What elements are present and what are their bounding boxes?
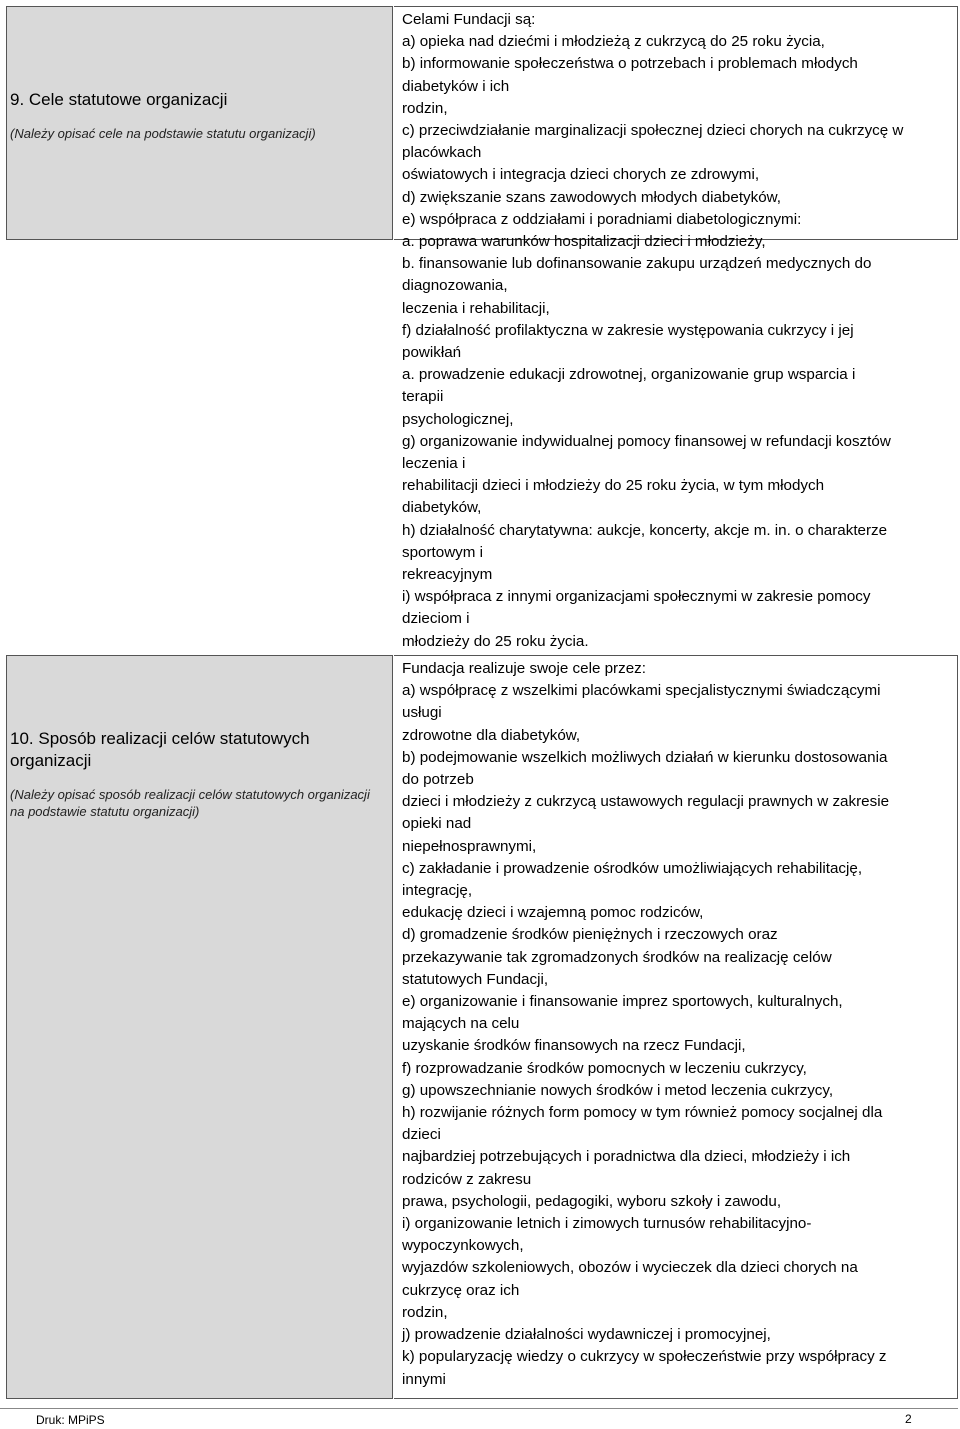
content-line: i) organizowanie letnich i zimowych turnusów rehabilitacyjno- — [402, 1215, 812, 1233]
content-line: opieki nad — [402, 815, 472, 833]
content-line: leczenia i — [402, 455, 466, 473]
content-line: b) informowanie społeczeństwa o potrzebach i problemach młodych — [402, 55, 858, 73]
content-line: d) zwiększanie szans zawodowych młodych diabetyków, — [402, 188, 782, 206]
content-line: d) gromadzenie środków pieniężnych i rzeczowych oraz — [402, 926, 778, 944]
content-line: wyjazdów szkoleniowych, obozów i wycieczek dla dzieci chorych na — [402, 1259, 858, 1277]
content-line: cukrzycę oraz ich — [402, 1281, 520, 1299]
content-line: c) przeciwdziałanie marginalizacji społecznej dzieci chorych na cukrzycę w — [402, 122, 904, 140]
section-9-label — [10, 89, 386, 142]
section-10-row — [0, 655, 958, 1399]
section-10-label — [10, 728, 386, 820]
content-line: integrację, — [402, 882, 473, 900]
content-line: psychologicznej, — [402, 410, 514, 428]
content-line: uzyskanie środków finansowych na rzecz Fundacji, — [402, 1037, 746, 1055]
content-line: diabetyków i ich — [402, 77, 510, 95]
content-line: placówkach — [402, 144, 482, 162]
content-line: a) opieka nad dziećmi i młodzieżą z cukrzycą do 25 roku życia, — [402, 33, 825, 51]
content-line: h) rozwijanie różnych form pomocy w tym również pomocy socjalnej dla — [402, 1104, 883, 1122]
content-line: innymi — [402, 1370, 446, 1388]
section-9-title: 9. Cele statutowe organizacji — [10, 90, 228, 109]
content-line: e) współpraca z oddziałami i poradniami diabetologicznymi: — [402, 210, 802, 228]
content-line: przekazywanie tak zgromadzonych środków na realizację celów — [402, 948, 832, 966]
content-line: j) prowadzenie działalności wydawniczej i promocyjnej, — [402, 1326, 771, 1344]
content-line: f) działalność profilaktyczna w zakresie występowania cukrzycy i jej — [402, 321, 854, 339]
section-9-row — [0, 6, 958, 650]
content-line: rehabilitacji dzieci i młodzieży do 25 roku życia, w tym młodych — [402, 477, 825, 495]
content-line: Celami Fundacji są: — [402, 11, 536, 28]
content-line: prawa, psychologii, pedagogiki, wyboru szkoły i zawodu, — [402, 1192, 782, 1210]
content-line: wypoczynkowych, — [402, 1237, 524, 1255]
content-line: rodzin, — [402, 1303, 448, 1321]
content-line: e) organizowanie i finansowanie imprez sportowych, kulturalnych, — [402, 993, 843, 1011]
page-number: 2 — [905, 1412, 912, 1426]
content-line: statutowych Fundacji, — [402, 970, 549, 988]
section-10-hint: (Należy opisać sposób realizacji celów statutowych organizacji na podstawie statutu organizacji) — [10, 787, 370, 819]
content-line: sportowym i — [402, 543, 484, 561]
content-line: terapii — [402, 388, 444, 406]
content-line: do potrzeb — [402, 771, 474, 789]
content-line: najbardziej potrzebujących i poradnictwa dla dzieci, młodzieży i ich — [402, 1148, 851, 1166]
section-9-label-cell — [6, 6, 393, 240]
content-line: g) organizowanie indywidualnej pomocy finansowej w refundacji kosztów — [402, 432, 891, 450]
content-line: g) upowszechnianie nowych środków i metod leczenia cukrzycy, — [402, 1081, 834, 1099]
content-line: a. prowadzenie edukacji zdrowotnej, organizowanie grup wsparcia i — [402, 366, 856, 384]
content-line: f) rozprowadzanie środków pomocnych w leczeniu cukrzycy, — [402, 1059, 807, 1077]
page-footer — [0, 1408, 958, 1428]
content-line: b. finansowanie lub dofinansowanie zakupu urządzeń medycznych do — [402, 255, 872, 273]
content-line: dzieciom i — [402, 610, 470, 628]
content-line: a) współpracę z wszelkimi placówkami specjalistycznymi świadczącymi — [402, 682, 881, 700]
section-9-hint: (Należy opisać cele na podstawie statutu organizacji) — [10, 126, 316, 141]
content-line: diagnozowania, — [402, 277, 508, 295]
content-line: rodzin, — [402, 99, 448, 117]
content-line: powikłań — [402, 344, 462, 362]
content-line: diabetyków, — [402, 499, 482, 517]
content-line: usługi — [402, 704, 442, 722]
content-line: mających na celu — [402, 1015, 520, 1033]
section-10-title: 10. Sposób realizacji celów statutowych organizacji — [10, 729, 310, 770]
content-line: rekreacyjnym — [402, 566, 493, 584]
content-line: młodzieży do 25 roku życia. — [402, 632, 589, 650]
content-line: dzieci i młodzieży z cukrzycą ustawowych regulacji prawnych w zakresie — [402, 793, 890, 811]
content-line: i) współpraca z innymi organizacjami społecznymi w zakresie pomocy — [402, 588, 871, 606]
content-line: edukację dzieci i wzajemną pomoc rodziców, — [402, 904, 704, 922]
section-9-content-cell — [394, 6, 958, 650]
content-line: zdrowotne dla diabetyków, — [402, 726, 581, 744]
content-line: Fundacja realizuje swoje cele przez: — [402, 660, 646, 677]
section-10-content-cell — [394, 655, 958, 1399]
print-source-label: Druk: MPiPS — [36, 1413, 105, 1427]
section-10-label-cell — [6, 655, 393, 1399]
content-line: dzieci — [402, 1126, 441, 1144]
content-line: c) zakładanie i prowadzenie ośrodków umożliwiających rehabilitację, — [402, 859, 863, 877]
content-line: rodziców z zakresu — [402, 1170, 532, 1188]
content-line: h) działalność charytatywna: aukcje, koncerty, akcje m. in. o charakterze — [402, 521, 888, 539]
content-line: niepełnosprawnymi, — [402, 837, 537, 855]
content-line: b) podejmowanie wszelkich możliwych działań w kierunku dostosowania — [402, 748, 888, 766]
content-line: oświatowych i integracja dzieci chorych ze zdrowymi, — [402, 166, 760, 184]
content-line: a. poprawa warunków hospitalizacji dzieci i młodzieży, — [402, 233, 766, 251]
content-line: k) popularyzację wiedzy o cukrzycy w społeczeństwie przy współpracy z — [402, 1348, 887, 1366]
content-line: leczenia i rehabilitacji, — [402, 299, 550, 317]
